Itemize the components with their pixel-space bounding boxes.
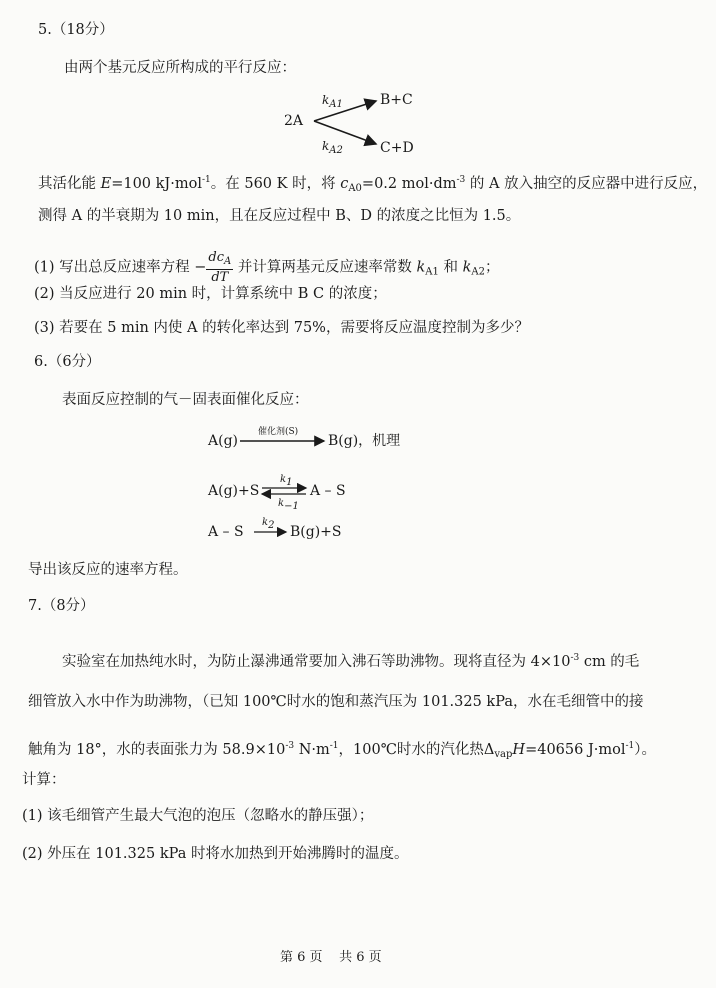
q5-line2: 测得 A 的半衰期为 10 min，且在反应过程中 B、D 的浓度之比恒为 1.5。 <box>38 208 521 224</box>
r1-catalyst: 催化剂(S) <box>258 427 299 437</box>
r2-left: A(g)+S <box>208 483 260 499</box>
q5-line1: 其活化能 E=100 kJ·mol$^{-1}$。在 560 K 时，将 $c_{A0}=0.2$ $mol\cdot dm^{-3}$ 的 A 放入抽空的反应器中进行反应， <box>38 175 708 194</box>
q5-header: 5.（18分） <box>38 22 114 38</box>
product-b-c: B+C <box>380 92 413 108</box>
k-a1-label: $k_{A1}$ <box>322 93 343 110</box>
k-a2-label: $k_{A2}$ <box>322 139 343 156</box>
r2-right: A – S <box>310 483 346 499</box>
q7-line1: 实验室在加热纯水时，为防止瀑沸通常要加入沸石等助沸物。现将直径为 $4\times 10^{-3}$ cm 的毛 <box>62 653 640 670</box>
q5-part2: (2) 当反应进行 20 min 时，计算系统中 B C 的浓度； <box>34 286 387 302</box>
q6-intro: 表面反应控制的气－固表面催化反应： <box>62 392 309 408</box>
q7-calc: 计算： <box>22 772 66 788</box>
r3-k2: k2 <box>262 517 275 531</box>
product-c-d: C+D <box>380 140 414 156</box>
r2-k1: k1 <box>280 474 293 488</box>
q7-header: 7.（8分） <box>28 598 95 614</box>
q5-intro: 由两个基元反应所构成的平行反应： <box>64 60 296 76</box>
q7-sub1: (1) 该毛细管产生最大气泡的泡压（忽略水的静压强）； <box>22 808 374 824</box>
q7-sub2: (2) 外压在 101.325 kPa 时将水加热到开始沸腾时的温度。 <box>22 846 409 862</box>
r2-k-minus1: k−1 <box>278 498 299 512</box>
q7-line2: 细管放入水中作为助沸物，（已知 100℃时水的饱和蒸汽压为 101.325 kPa，水在毛细管中的接 <box>28 694 644 710</box>
footer-page-number: 第 6 页 共 6 页 <box>280 950 382 965</box>
q6-task: 导出该反应的速率方程。 <box>28 562 188 578</box>
r1-right: B(g)，机理 <box>328 433 401 449</box>
q7-line3: 触角为 18°，水的表面张力为 $58.9\times 10^{-3}$ $N\cdot m^{-1}$，100℃时水的汽化热$\Delta_{vap}H=40656$ J·mol$^{-1}$）。 <box>28 741 657 760</box>
q5-part1: (1) 写出总反应速率方程 − $\frac{dc_A}{dT}$ 并计算两基元反应速率常数 $k_{A1}$ 和 $k_{A2}$； <box>34 250 500 285</box>
r3-left: A – S <box>208 524 244 540</box>
rate-fraction: $\frac{dc_A}{dT}$ <box>208 250 232 285</box>
q5-part3: (3) 若要在 5 min 内使 A 的转化率达到 75%，需要将反应温度控制为多少？ <box>34 320 529 336</box>
r1-left: A(g) <box>208 433 238 449</box>
reactant-2a: 2A <box>284 113 304 129</box>
q6-header: 6.（6分） <box>34 354 101 370</box>
r3-right: B(g)+S <box>290 524 342 540</box>
